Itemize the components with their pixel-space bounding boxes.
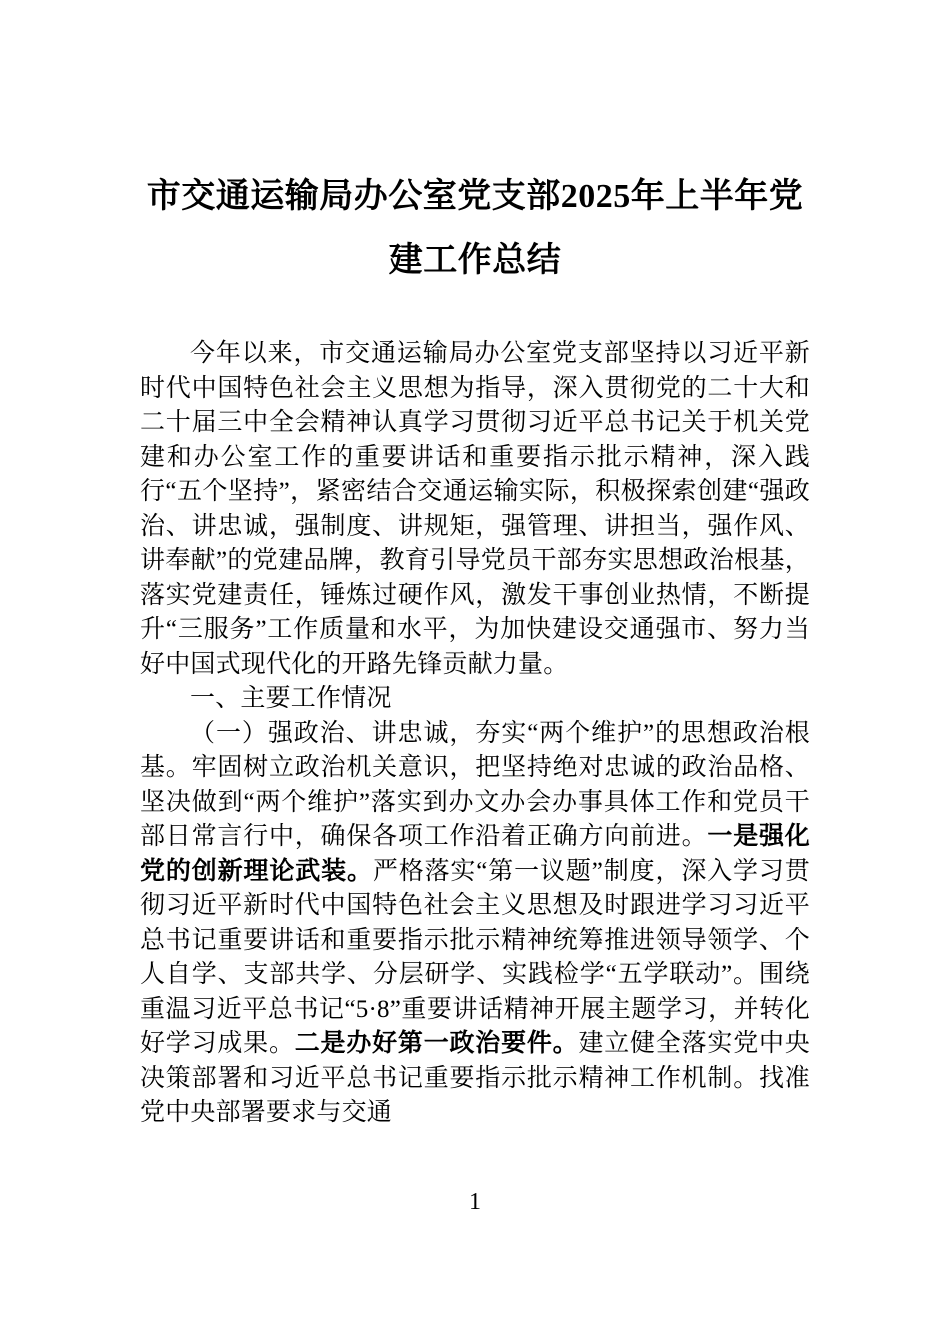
text-run: （一）强政治、讲忠诚，夯实“两个维护”的思想政治根基。牢固树立政治机关意识，把坚持绝对忠诚的政治品格、坚决做到“两个维护”落实到办文办会办事具体工作和党员干部日常言行中，确保各项工作沿着正确方向前进。: [140, 719, 810, 850]
text-run-bold-second-point: 二是办好第一政治要件。: [294, 1030, 579, 1057]
text-run-bold-first-point: 一是强化党的创新理论武装。: [140, 823, 810, 885]
paragraph-section-1-item-1: [140, 717, 810, 1131]
document-title: 市交通运输局办公室党支部2025年上半年党建工作总结: [146, 178, 804, 279]
section-heading-main-work: 一、主要工作情况: [190, 685, 392, 712]
paragraph-intro: 今年以来，市交通运输局办公室党支部坚持以习近平新时代中国特色社会主义思想为指导，深入贯彻党的二十大和二十届三中全会精神认真学习贯彻习近平总书记关于机关党建和办公室工作的重要讲话和重要指示批示精神，深入践行“五个坚持”，紧密结合交通运输实际，积极探索创建“强政治、讲忠诚，强制度、讲规矩，强管理、讲担当，强作风、讲奉献”的党建品牌，教育引导党员干部夯实思想政治根基，落实党建责任，锤炼过硬作风，激发干事创业热情，不断提升“三服务”工作质量和水平，为加快建设交通强市、努力当好中国式现代化的开路先锋贡献力量。: [140, 340, 810, 678]
page-number: 1: [469, 1189, 481, 1215]
page-footer: [0, 1188, 950, 1216]
text-run: 严格落实“第一议题”制度，深入学习贯彻习近平新时代中国特色社会主义思想及时跟进学习习近平总书记重要讲话和重要指示批示精神统筹推进领导领学、个人自学、支部共学、分层研学、实践检学“五学联动”。围绕重温习近平总书记“5·8”重要讲话精神开展主题学习，并转化好学习成果。: [140, 857, 810, 1057]
text-run: 建立健全落实党中央决策部署和习近平总书记重要指示批示精神工作机制。找准党中央部署要求与交通: [140, 1030, 810, 1126]
